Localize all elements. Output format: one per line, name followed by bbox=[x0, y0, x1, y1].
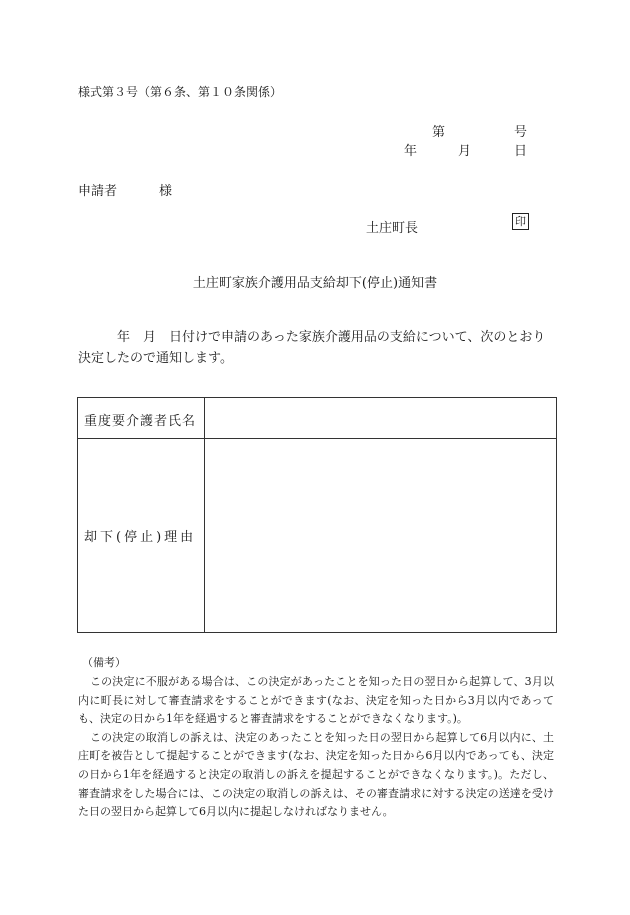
form-number: 様式第３号（第６条、第１０条関係） bbox=[78, 85, 283, 99]
remarks-label: （備考） bbox=[82, 656, 126, 669]
date-month-label: 月 bbox=[458, 144, 472, 159]
body-paragraph bbox=[78, 327, 558, 369]
remarks-paragraph-appeal: この決定に不服がある場合は、この決定があったことを知った日の翌日から起算して、3月以内に町長に対して審査請求をすることができます(なお、決定を知った日から3月以内であっても、決定の日から1年を経過すると審査請求をすることができなくなります。)。 bbox=[78, 675, 554, 726]
body-text: 年 月 日付けで申請のあった家族介護用品の支給について、次のとおり決定したので通知します。 bbox=[78, 330, 546, 366]
rejection-reason-label: 却下(停止)理由 bbox=[84, 530, 197, 545]
seal-mark: 印 bbox=[512, 213, 529, 230]
issuer-title: 土庄町長 bbox=[366, 221, 419, 236]
applicant-label: 申請者 bbox=[78, 184, 118, 199]
remarks-paragraph-lawsuit: この決定の取消しの訴えは、決定のあったことを知った日の翌日から起算して6月以内に、土庄町を被告として提起することができます(なお、決定を知った日から6月以内であっても、決定の日から1年を経過すると決定の取消しの訴えを提起することができなくなります。)。ただし、審査請求をした場合には、この決定の取消しの訴えは、その審査請求に対する決定の送達を受けた日の翌日から起算して6月以内に提起しなければなりません。 bbox=[78, 730, 554, 819]
document-title: 土庄町家族介護用品支給却下(停止)通知書 bbox=[192, 276, 438, 291]
remarks-body bbox=[78, 673, 554, 822]
date-year-label: 年 bbox=[404, 144, 418, 159]
document-number-prefix: 第 bbox=[432, 125, 446, 140]
document-number-suffix: 号 bbox=[514, 125, 528, 140]
applicant-honorific: 様 bbox=[159, 184, 173, 199]
rejection-reason-field[interactable] bbox=[210, 446, 550, 626]
table-row-divider bbox=[78, 438, 556, 439]
care-recipient-name-field[interactable] bbox=[210, 410, 550, 430]
date-day-label: 日 bbox=[514, 144, 528, 159]
table-column-divider bbox=[204, 398, 205, 632]
decision-table bbox=[77, 397, 557, 633]
care-recipient-name-label: 重度要介護者氏名 bbox=[84, 414, 197, 429]
